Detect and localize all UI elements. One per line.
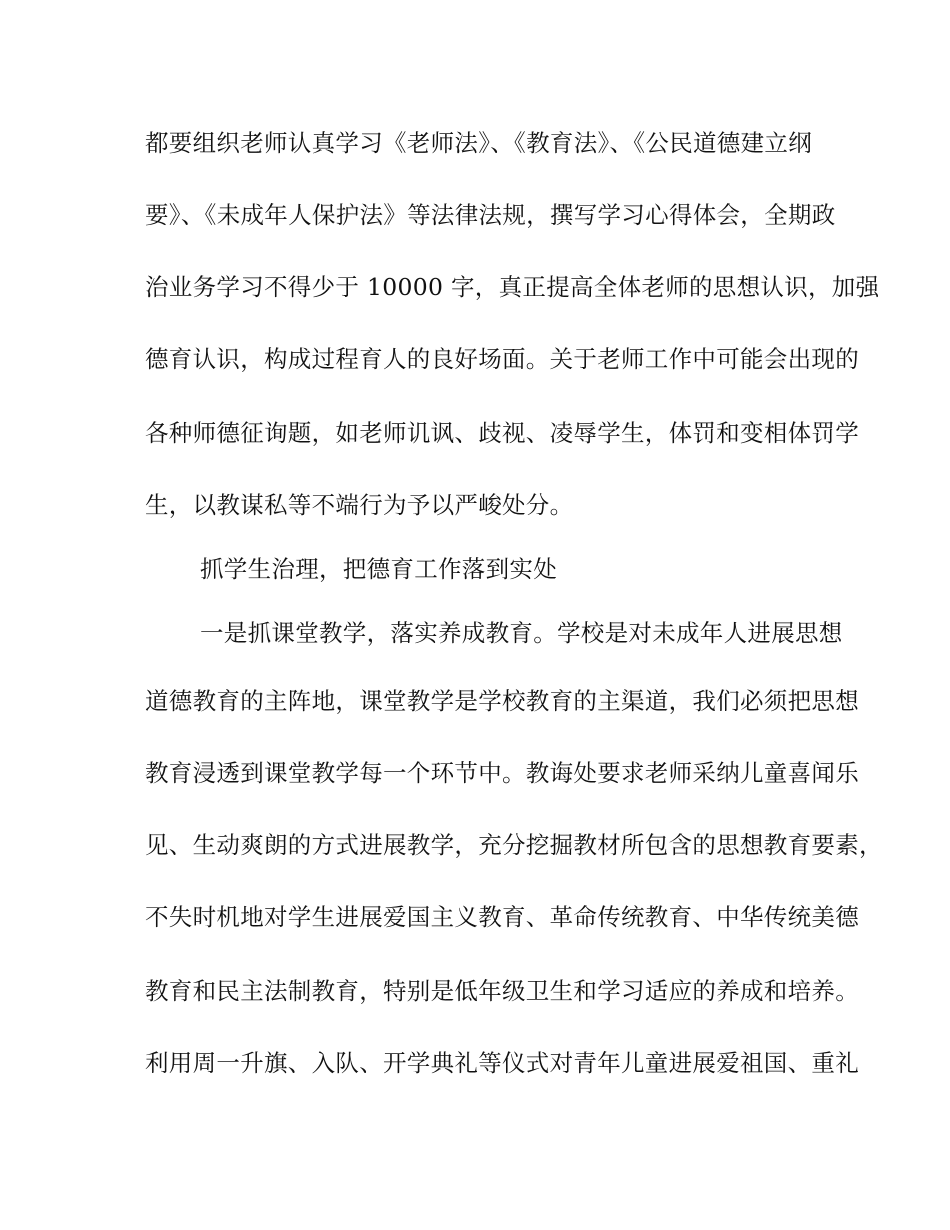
text-line: 各种师德征询题，如老师讥讽、歧视、凌辱学生，体罚和变相体罚学 <box>145 419 859 447</box>
text-line: 利用周一升旗、入队、开学典礼等仪式对青年儿童进展爱祖国、重礼 <box>145 1049 859 1077</box>
section-heading: 抓学生治理，把德育工作落到实处 <box>200 555 557 583</box>
text-line: 治业务学习不得少于 10000 字，真正提高全体老师的思想认识，加强 <box>145 273 880 301</box>
text-line: 教育浸透到课堂教学每一个环节中。教诲处要求老师采纳儿童喜闻乐 <box>145 759 859 787</box>
text-line: 都要组织老师认真学习《老师法》、《教育法》、《公民道德建立纲 <box>145 129 812 157</box>
text-line: 生，以教谋私等不端行为予以严峻处分。 <box>145 491 574 519</box>
text-line: 道德教育的主阵地，课堂教学是学校教育的主渠道，我们必须把思想 <box>145 687 859 715</box>
paragraph-first-line: 一是抓课堂教学，落实养成教育。学校是对未成年人进展思想 <box>200 619 843 647</box>
text-line: 见、生动爽朗的方式进展教学，充分挖掘教材所包含的思想教育要素， <box>145 831 883 859</box>
text-line: 要》、《未成年人保护法》等法律法规，撰写学习心得体会，全期政 <box>145 201 836 229</box>
text-line: 教育和民主法制教育，特别是低年级卫生和学习适应的养成和培养。 <box>145 977 859 1005</box>
text-line: 德育认识，构成过程育人的良好场面。关于老师工作中可能会出现的 <box>145 345 859 373</box>
text-line: 不失时机地对学生进展爱国主义教育、革命传统教育、中华传统美德 <box>145 903 859 931</box>
